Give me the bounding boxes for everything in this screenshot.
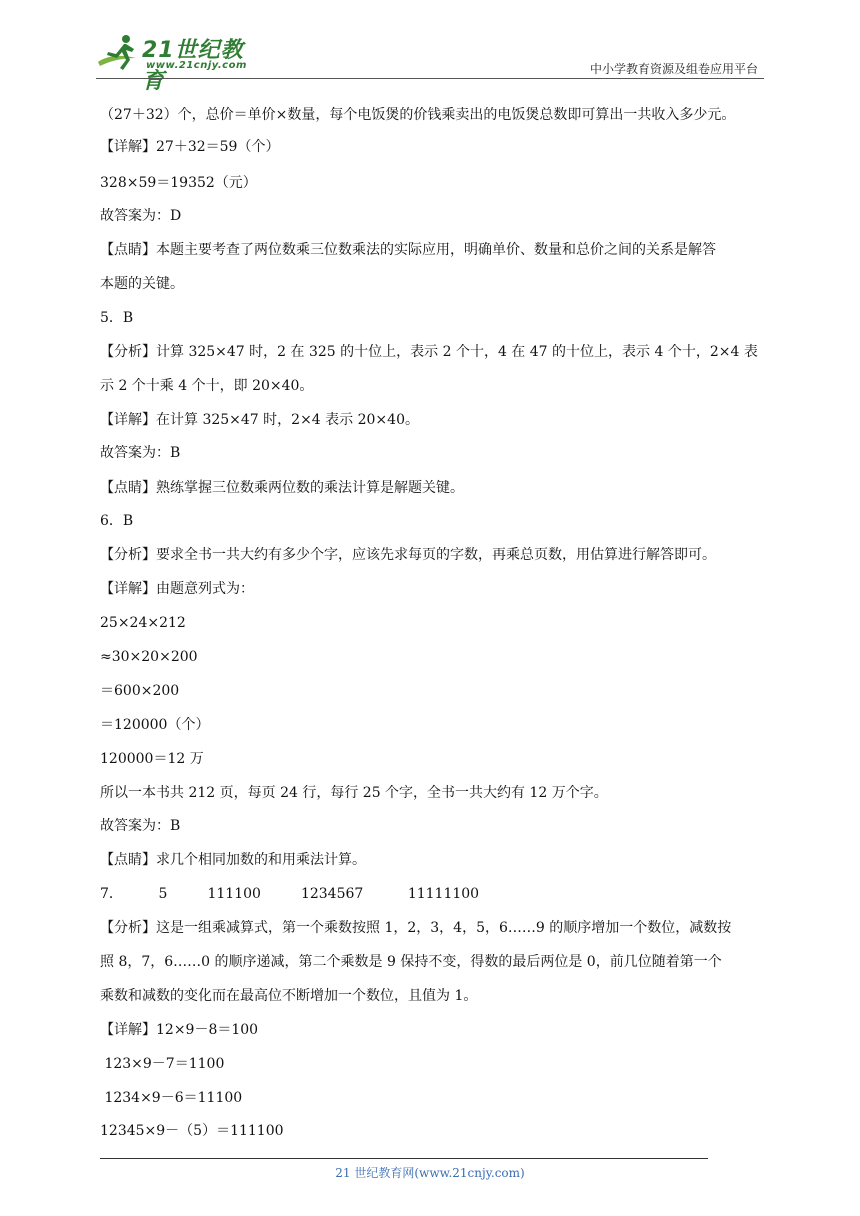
question-answer: 7． 5 111100 1234567 11111100 [100,886,480,902]
text-line: 【点睛】熟练掌握三位数乘两位数的乘法计算是解题关键。 [100,480,464,496]
text-line: 【分析】这是一组乘减算式，第一个乘数按照 1，2，3，4，5，6……9 的顺序增加一个数位，减数按 [100,920,732,936]
page-header [96,30,764,94]
text-line: 故答案为：B [100,445,181,461]
text-line: ≈30×20×200 [100,649,198,665]
question-answer: 6．B [100,513,134,529]
text-line: 故答案为：D [100,208,182,224]
text-line: 25×24×212 [100,615,186,631]
logo [96,30,266,94]
text-line: 【详解】12×9－8＝100 [100,1022,259,1038]
footer-divider [100,1158,708,1159]
logo-url: www.21cnjy.com [146,60,247,71]
page-footer: 21 世纪教育网(www.21cnjy.com) [335,1166,525,1180]
text-line: 123×9－7＝1100 [100,1056,225,1072]
text-line: 【分析】计算 325×47 时，2 在 325 的十位上，表示 2 个十，4 在 47 的十位上，表示 4 个十，2×4 表 [100,344,758,360]
text-line: 1234×9－6＝11100 [100,1090,243,1106]
text-line: （27＋32）个，总价＝单价×数量，每个电饭煲的价钱乘卖出的电饭煲总数即可算出一共收入多少元。 [100,107,736,123]
text-line: 本题的关键。 [100,276,184,292]
text-line: 【详解】在计算 325×47 时，2×4 表示 20×40。 [100,412,419,428]
text-line: 12345×9－（5）＝111100 [100,1123,284,1139]
logo-title: 21世纪教育 [142,38,244,94]
header-divider [96,78,764,79]
text-line: 【分析】要求全书一共大约有多少个字，应该先求每页的字数，再乘总页数，用估算进行解答即可。 [100,547,716,563]
text-line: 所以一本书共 212 页，每页 24 行，每行 25 个字，全书一共大约有 12 万个字。 [100,785,608,801]
text-line: 故答案为：B [100,818,181,834]
text-line: 【详解】由题意列式为： [100,581,254,597]
text-line: 照 8，7，6……0 的顺序递减，第二个乘数是 9 保持不变，得数的最后两位是 0，前几位随着第一个 [100,954,722,970]
text-line: ＝120000（个） [100,717,210,733]
platform-name: 中小学教育资源及组卷应用平台 [589,62,758,76]
text-line: 乘数和减数的变化而在最高位不断增加一个数位，且值为 1。 [100,988,478,1004]
text-line: 【详解】27＋32＝59（个） [100,139,280,155]
runner-logo-icon [96,32,140,74]
question-answer: 5．B [100,310,134,326]
text-line: 【点睛】求几个相同加数的和用乘法计算。 [100,852,366,868]
text-line: 示 2 个十乘 4 个十，即 20×40。 [100,378,314,394]
text-line: 120000＝12 万 [100,751,204,767]
text-line: 328×59＝19352（元） [100,175,257,191]
text-line: 【点睛】本题主要考查了两位数乘三位数乘法的实际应用，明确单价、数量和总价之间的关系是解答 [100,242,716,258]
text-line: ＝600×200 [100,683,180,699]
